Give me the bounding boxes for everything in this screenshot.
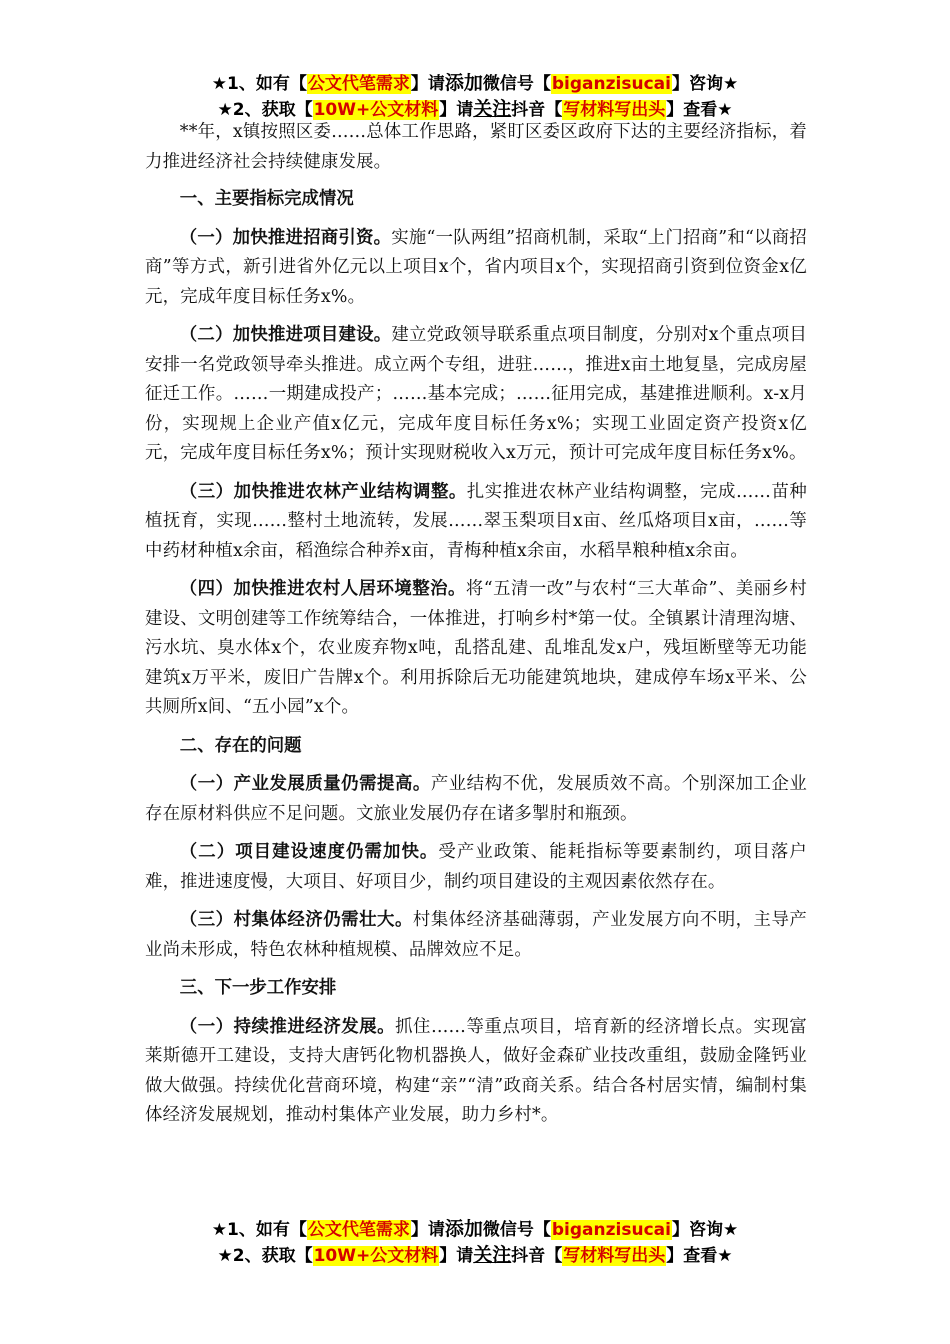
item-lead: （二）加快推进项目建设。: [179, 325, 392, 345]
item-lead: （一）产业发展质量仍需提高。: [179, 774, 431, 794]
promo-highlight: 10W+公文材料: [313, 1246, 439, 1266]
promo-text: 】请: [439, 1246, 474, 1266]
promo-text: 】请: [410, 74, 445, 94]
promo-line-1: [0, 1216, 950, 1242]
promo-text: 】咨询★: [671, 74, 739, 94]
promo-line-1: [0, 70, 950, 96]
promo-douyin-id: 写材料写出头: [563, 100, 666, 120]
promo-highlight: 公文代笔需求: [307, 1220, 410, 1240]
section-item: [145, 575, 807, 723]
section-item: [145, 838, 807, 897]
promo-text: 】请: [439, 100, 474, 120]
section-3: [145, 974, 807, 1131]
promo-emphasis: 添加: [444, 1218, 483, 1240]
promo-wechat-id: biganzisucai: [551, 74, 671, 94]
section-1: [145, 185, 807, 723]
promo-emphasis: 添加: [444, 72, 483, 94]
item-text: 村集体经济基础薄弱，产业发展方向不明，主导产业尚未形成，特色农林种植规模、品牌效应不足。: [145, 910, 807, 960]
top-promo-banner: [0, 70, 950, 122]
item-text: 实施“一队两组”招商机制，采取“上门招商”和“以商招商”等方式，新引进省外亿元以上项目x个，省内项目x个，实现招商引资到位资金x亿元，完成年度目标任务x%。: [145, 227, 807, 307]
section-item: [145, 906, 807, 965]
promo-highlight: 10W+公文材料: [313, 100, 439, 120]
item-lead: （三）加快推进农林产业结构调整。: [179, 481, 467, 502]
item-lead: （一）持续推进经济发展。: [179, 1016, 396, 1037]
section-item: [145, 1013, 807, 1131]
item-text: 建立党政领导联系重点项目制度，分别对x个重点项目安排一名党政领导牵头推进。成立两个专组，进驻……，推进x亩土地复垦，完成房屋征迁工作。……一期建成投产；……基本完成；……征用完成，基建推进顺利。x-x月份，实现规上企业产值x亿元，完成年度目标任务x%；实现工业固定资产投资x亿元，完成年度目标任务x%；预计实现财税收入x万元，预计可完成年度目标任务x%。: [145, 325, 807, 463]
promo-text: ★1、如有【: [211, 74, 307, 94]
promo-emphasis: 关注: [473, 98, 512, 120]
promo-highlight: 公文代笔需求: [307, 74, 410, 94]
promo-emphasis: 关注: [473, 1244, 512, 1266]
item-text: 抓住……等重点项目，培育新的经济增长点。实现富莱斯德开工建设，支持大唐钙化物机器换人，做好金森矿业技改重组，鼓励金隆钙业做大做强。持续优化营商环境，构建“亲”“清”政商关系。结合各村居实情，编制村集体经济发展规划，推动村集体产业发展，助力乡村*。: [145, 1016, 807, 1125]
section-heading: 三、下一步工作安排: [179, 978, 337, 998]
promo-text: 】请: [410, 1220, 445, 1240]
promo-line-2: [0, 1242, 950, 1268]
promo-text: 微信号【: [482, 1220, 551, 1240]
promo-text: 微信号【: [482, 74, 551, 94]
promo-text: 抖音【: [511, 100, 563, 120]
section-item: [145, 321, 807, 469]
promo-text: 】查看★: [666, 100, 733, 120]
promo-douyin-id: 写材料写出头: [563, 1246, 666, 1266]
section-heading: 二、存在的问题: [179, 735, 302, 756]
item-text: 产业结构不优，发展质效不高。个别深加工企业存在原材料供应不足问题。文旅业发展仍存在诸多掣肘和瓶颈。: [145, 774, 807, 824]
item-lead: （三）村集体经济仍需壮大。: [179, 910, 413, 930]
item-text: 扎实推进农林产业结构调整，完成……苗种植抚育，实现……整村土地流转，发展……翠玉梨项目x亩、丝瓜烙项目x亩，……等中药材种植x余亩，稻渔综合种养x亩，青梅种植x余亩，水稻旱粮种植x余亩。: [145, 481, 807, 561]
promo-text: ★2、获取【: [217, 1246, 313, 1266]
promo-text: 】查看★: [666, 1246, 733, 1266]
bottom-promo-banner: [0, 1216, 950, 1268]
section-heading: 一、主要指标完成情况: [179, 189, 354, 209]
promo-text: ★1、如有【: [211, 1220, 307, 1240]
promo-wechat-id: biganzisucai: [551, 1220, 671, 1240]
section-item: [145, 478, 807, 567]
item-lead: （一）加快推进招商引资。: [179, 227, 392, 248]
promo-text: 抖音【: [511, 1246, 563, 1266]
section-2: [145, 732, 807, 966]
item-lead: （四）加快推进农村人居环境整治。: [179, 579, 466, 599]
promo-text: ★2、获取【: [217, 100, 313, 120]
item-lead: （二）项目建设速度仍需加快。: [179, 842, 439, 862]
section-item: [145, 224, 807, 313]
promo-text: 】咨询★: [671, 1220, 739, 1240]
item-text: 将“五清一改”与农村“三大革命”、美丽乡村建设、文明创建等工作统筹结合，一体推进，打响乡村*第一仗。全镇累计清理沟塘、污水坑、臭水体x个，农业废弃物x吨，乱搭乱建、乱堆乱发x户，残垣断壁等无功能建筑x万平米，废旧广告牌x个。利用拆除后无功能建筑地块，建成停车场x平米、公共厕所x间、“五小园”x个。: [145, 579, 808, 717]
item-text: 受产业政策、能耗指标等要素制约，项目落户难，推进速度慢，大项目、好项目少，制约项目建设的主观因素依然存在。: [145, 842, 807, 892]
section-item: [145, 770, 807, 829]
document-body: [145, 118, 807, 1140]
intro-paragraph: **年，x镇按照区委……总体工作思路，紧盯区委区政府下达的主要经济指标，着力推进经济社会持续健康发展。: [145, 122, 807, 172]
